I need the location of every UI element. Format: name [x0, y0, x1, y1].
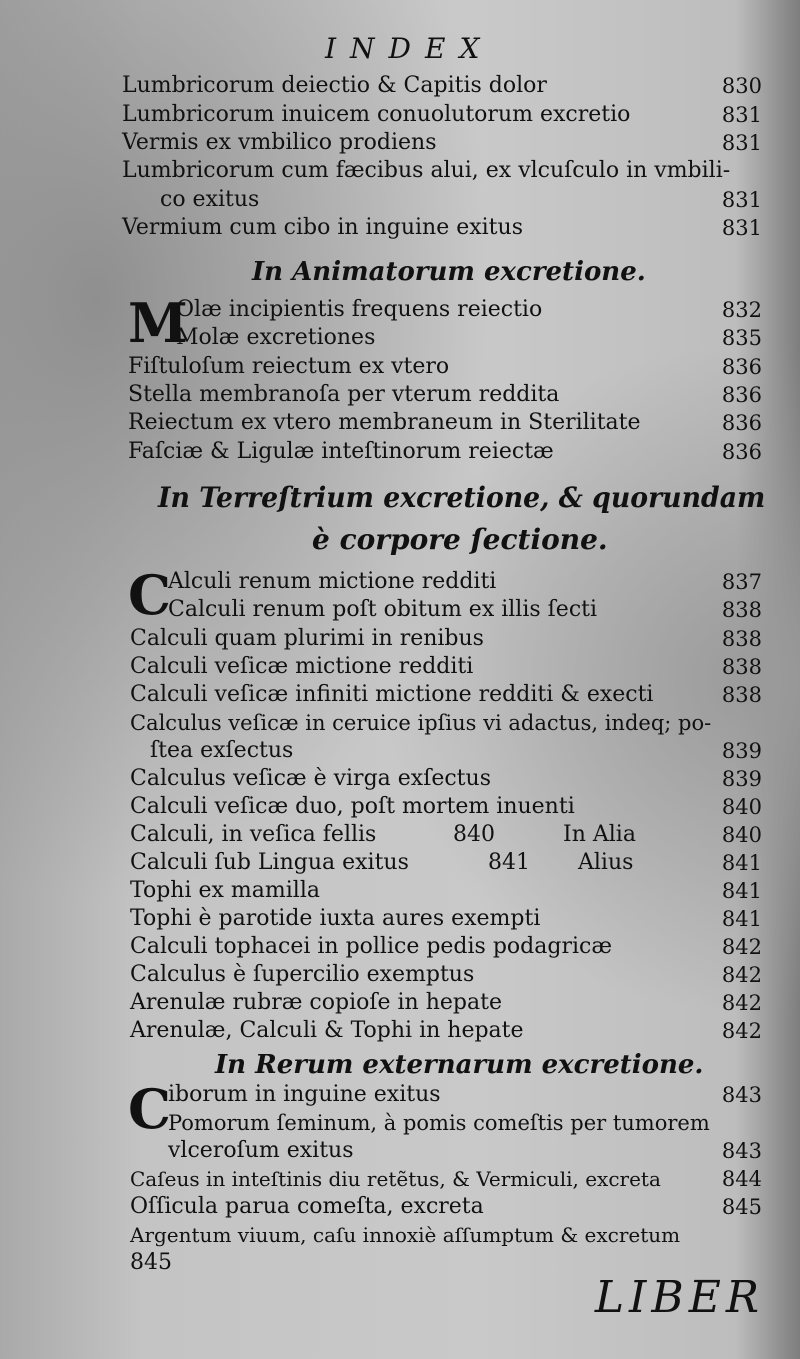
drop-initial: C — [128, 563, 171, 627]
index-entry — [0, 186, 800, 214]
entry-page: 845 — [721, 1195, 762, 1219]
index-entry — [0, 296, 800, 324]
entry-page: 837 — [721, 570, 762, 594]
entry-page: 843 — [721, 1083, 762, 1107]
index-entry — [0, 596, 800, 624]
index-entry — [0, 1193, 800, 1221]
running-header: INDEX — [325, 32, 494, 65]
entry-page: 831 — [721, 103, 762, 127]
index-entry — [0, 129, 800, 157]
entry-page: 842 — [721, 935, 762, 959]
entry-text: iborum in inguine exitus — [168, 1082, 441, 1107]
entry-text: Arenulæ, Calculi & Tophi in hepate — [130, 1018, 524, 1043]
index-entry — [0, 625, 800, 653]
entry-mid-page: 840 — [453, 822, 495, 847]
index-entry — [0, 905, 800, 933]
index-entry — [0, 877, 800, 905]
index-entry — [0, 1137, 800, 1165]
section-heading: In Terreſtrium excretione, & quorundam — [158, 481, 766, 514]
entry-text: Tophi è parotide iuxta aures exempti — [130, 906, 541, 931]
entry-text: Molæ excretiones — [176, 325, 376, 350]
entry-page: 838 — [721, 655, 762, 679]
index-entry — [0, 1081, 800, 1109]
index-entry — [0, 653, 800, 681]
entry-text: Calculus veſicæ in ceruice ipſius vi adactus, indeq; po- — [130, 711, 712, 735]
entry-text: Pomorum ſeminum, à pomis comeſtis per tumorem — [168, 1111, 710, 1135]
entry-page: 839 — [721, 739, 762, 763]
section-heading: In Rerum externarum excretione. — [215, 1050, 704, 1080]
entry-text: Calculi ſub Lingua exitus — [130, 850, 409, 875]
entry-text: Alculi renum mictione redditi — [168, 569, 497, 594]
index-entry — [0, 381, 800, 409]
entry-text: Lumbricorum inuicem conuolutorum excretio — [122, 102, 631, 127]
entry-text: co exitus — [160, 187, 260, 212]
entry-mid-text: Alius — [578, 850, 634, 875]
index-entry — [0, 438, 800, 466]
entry-page: 840 — [721, 795, 762, 819]
entry-page: 842 — [721, 1019, 762, 1043]
entry-text: Calculus è ſupercilio exemptus — [130, 962, 475, 987]
index-entry — [0, 409, 800, 437]
section-heading-cont: è corpore ſectione. — [312, 523, 608, 556]
entry-page: 841 — [721, 879, 762, 903]
entry-text: Faſciæ & Ligulæ inteſtinorum reiectæ — [128, 439, 554, 464]
entry-page: 831 — [721, 131, 762, 155]
entry-text: ſtea exſectus — [150, 738, 294, 763]
entry-text: Arenulæ rubræ copioſe in hepate — [130, 990, 502, 1015]
entry-page: 831 — [721, 188, 762, 212]
entry-text: Vermium cum cibo in inguine exitus — [122, 215, 523, 240]
entry-page: 836 — [721, 440, 762, 464]
entry-text: Caſeus in inteſtinis diu retẽtus, & Vermiculi, excreta — [130, 1167, 661, 1191]
entry-text: Lumbricorum deiectio & Capitis dolor — [122, 73, 547, 98]
entry-page: 844 — [721, 1167, 762, 1191]
entry-page: 831 — [721, 216, 762, 240]
entry-text: Calculi quam plurimi in renibus — [130, 626, 484, 651]
index-entry — [0, 157, 800, 185]
index-entry — [0, 1109, 800, 1137]
entry-page: 836 — [721, 411, 762, 435]
index-entry — [0, 793, 800, 821]
entry-text: Lumbricorum cum fæcibus alui, ex vlcuſculo in vmbili- — [122, 158, 731, 183]
entry-page: 836 — [721, 383, 762, 407]
entry-page: 830 — [721, 74, 762, 98]
index-entry — [0, 821, 800, 849]
index-entry — [0, 72, 800, 100]
entry-text: Calculi renum poſt obitum ex illis ſecti — [168, 597, 598, 622]
entry-text: Calculi veſicæ duo, poſt mortem inuenti — [130, 794, 575, 819]
drop-initial: M — [128, 291, 188, 355]
entry-text: Olæ incipientis frequens reiectio — [176, 297, 543, 322]
index-entry — [0, 214, 800, 242]
entry-text: Fiſtuloſum reiectum ex vtero — [128, 354, 450, 379]
index-entry — [0, 933, 800, 961]
index-entry — [0, 765, 800, 793]
entry-text: Calculi tophacei in pollice pedis podagricæ — [130, 934, 613, 959]
entry-page: 838 — [721, 598, 762, 622]
index-entry — [0, 737, 800, 765]
index-entry — [0, 849, 800, 877]
index-entry — [0, 709, 800, 737]
entry-text: Reiectum ex vtero membraneum in Sterilitate — [128, 410, 641, 435]
index-entry — [0, 1221, 800, 1249]
index-entry — [0, 353, 800, 381]
index-entry — [0, 568, 800, 596]
entry-page: 832 — [721, 298, 762, 322]
index-entry — [0, 101, 800, 129]
index-entry — [0, 324, 800, 352]
entry-page: 838 — [721, 683, 762, 707]
entry-text: Calculi, in veſica fellis — [130, 822, 377, 847]
entry-page: 842 — [721, 963, 762, 987]
drop-initial: C — [128, 1077, 171, 1141]
index-entry — [0, 1017, 800, 1045]
entry-page: 838 — [721, 627, 762, 651]
index-entry — [0, 961, 800, 989]
entry-page: 842 — [721, 991, 762, 1015]
index-entry — [0, 681, 800, 709]
entry-mid-page: 841 — [488, 850, 530, 875]
entry-page: 841 — [721, 907, 762, 931]
entry-text: Stella membranoſa per vterum reddita — [128, 382, 560, 407]
entry-text: Tophi ex mamilla — [130, 878, 320, 903]
section-heading: In Animatorum excretione. — [252, 257, 646, 287]
entry-page: 839 — [721, 767, 762, 791]
entry-text: Vermis ex vmbilico prodiens — [122, 130, 437, 155]
catchword: LIBER — [594, 1272, 764, 1323]
index-entry — [0, 1165, 800, 1193]
entry-page: 841 — [721, 851, 762, 875]
entry-text: Calculi veſicæ mictione redditi — [130, 654, 474, 679]
entry-text: vlceroſum exitus — [168, 1138, 354, 1163]
entry-text: Calculus veſicæ è virga exſectus — [130, 766, 491, 791]
entry-page: 836 — [721, 355, 762, 379]
entry-text: Oſſicula parua comeſta, excreta — [130, 1194, 484, 1219]
entry-text: Argentum viuum, caſu innoxiè aſſumptum & excretum — [130, 1223, 681, 1247]
entry-page: 835 — [721, 326, 762, 350]
entry-page: 840 — [721, 823, 762, 847]
entry-text: Calculi veſicæ infiniti mictione redditi & execti — [130, 682, 654, 707]
entry-mid-text: In Alia — [563, 822, 636, 847]
entry-page: 843 — [721, 1139, 762, 1163]
entry-text: 845 — [130, 1250, 172, 1275]
index-entry — [0, 989, 800, 1017]
